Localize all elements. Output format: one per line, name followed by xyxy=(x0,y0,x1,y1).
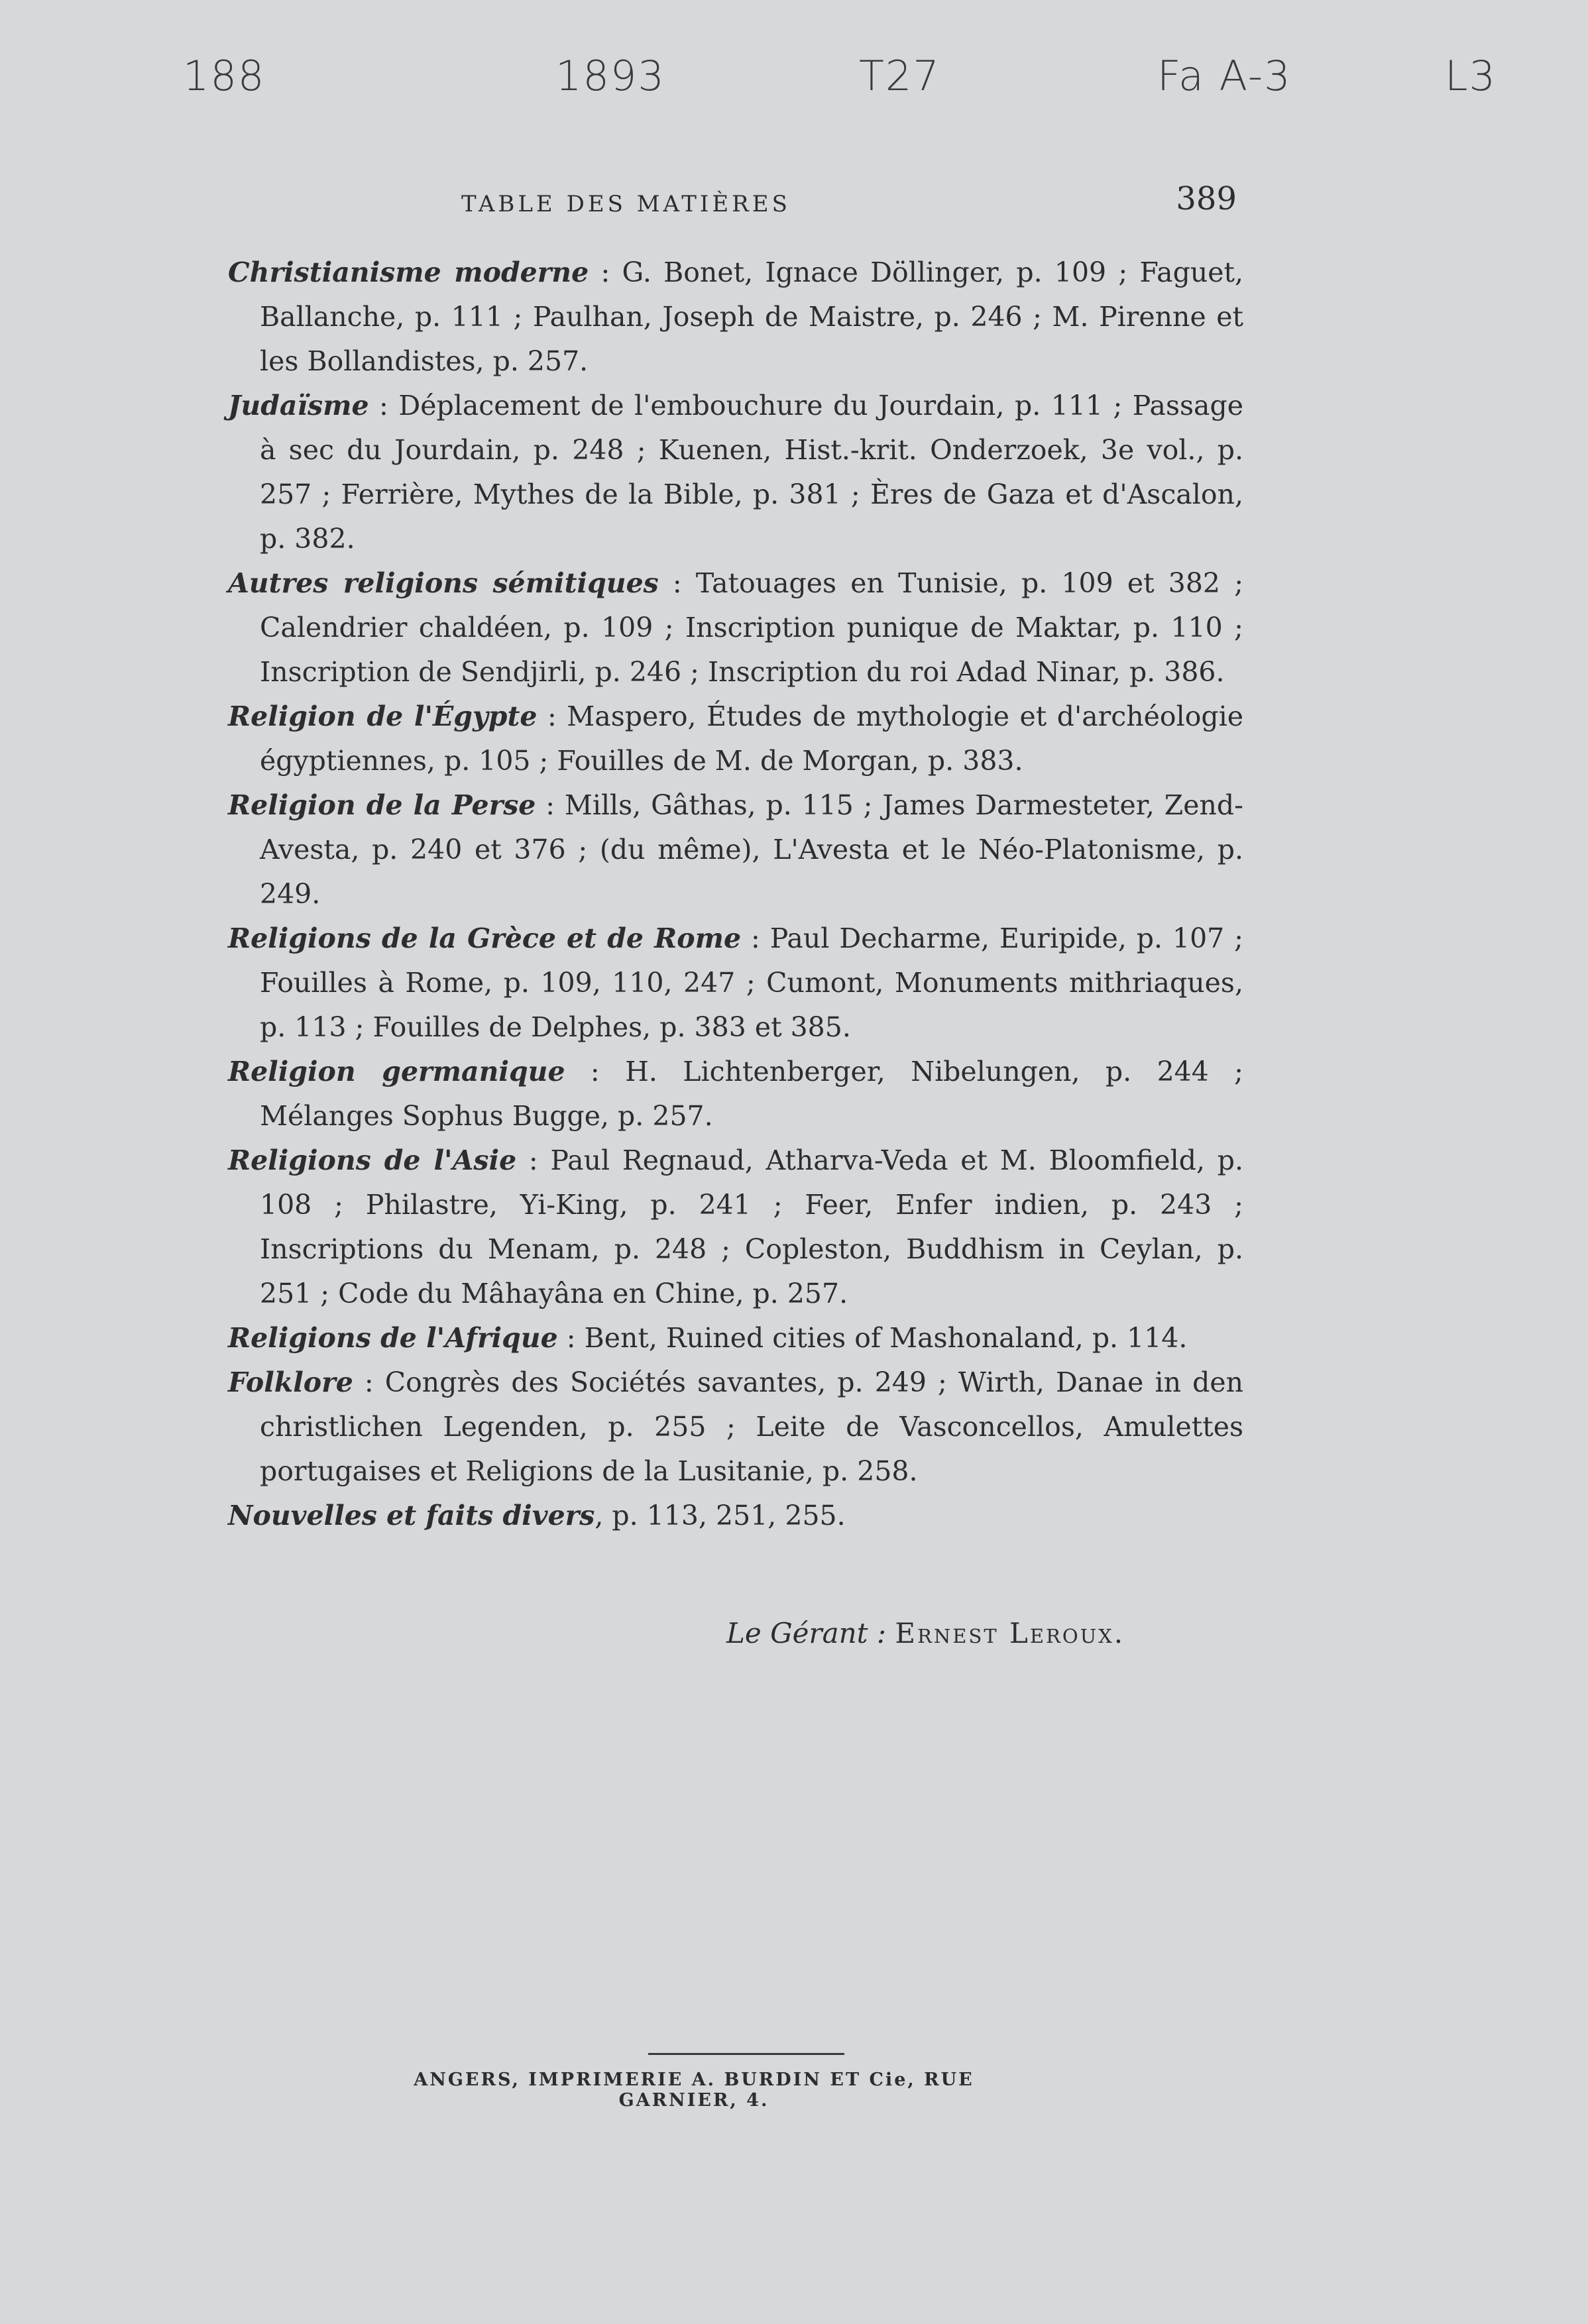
toc-category: Religions de la Grèce et de Rome xyxy=(228,922,742,954)
toc-entry xyxy=(228,250,1243,384)
page-number: 389 xyxy=(1176,180,1237,217)
toc-entry xyxy=(228,1316,1243,1360)
signature-label: Le Gérant : xyxy=(726,1617,887,1649)
page-header xyxy=(228,178,1237,231)
toc-text: : Paul Decharme, Euripide, p. 107 ; Fouilles à Rome, p. 109, 110, 247 ; Cumont, Monuments mithriaques, p. 113 ; Fouilles de Delphes, p. 383 et 385. xyxy=(260,922,1243,1043)
toc-entry xyxy=(228,1494,1243,1538)
toc-text: , p. 113, 251, 255. xyxy=(595,1500,846,1531)
toc-text: : Bent, Ruined cities of Mashonaland, p. 114. xyxy=(557,1322,1188,1354)
handwritten-mark-4: Fa A-3 xyxy=(1157,52,1292,100)
running-head: TABLE DES MATIÈRES xyxy=(461,191,791,217)
toc-category: Religion germanique xyxy=(228,1056,565,1087)
toc-text: : G. Bonet, Ignace Döllinger, p. 109 ; Faguet, Ballanche, p. 111 ; Paulhan, Joseph de Maistre, p. 246 ; M. Pirenne et les Bollandistes, p. 257. xyxy=(260,256,1243,377)
toc-text: : Paul Regnaud, Atharva-Veda et M. Bloomfield, p. 108 ; Philastre, Yi-King, p. 241 ; Feer, Enfer indien, p. 243 ; Inscriptions du Menam, p. 248 ; Copleston, Buddhism in Ceylan, p. 251 ; Code du Mâhayâna en Chine, p. 257. xyxy=(260,1144,1243,1309)
toc-category: Religion de l'Égypte xyxy=(228,700,538,732)
handwritten-mark-5: L3 xyxy=(1445,52,1497,100)
handwritten-mark-1: 188 xyxy=(183,52,266,100)
table-of-contents xyxy=(228,250,1243,1538)
toc-category: Religion de la Perse xyxy=(228,789,536,821)
toc-text: : H. Lichtenberger, Nibelungen, p. 244 ; Mélanges Sophus Bugge, p. 257. xyxy=(260,1056,1243,1132)
toc-entry xyxy=(228,783,1243,916)
toc-category: Nouvelles et faits divers xyxy=(228,1500,595,1531)
toc-category: Autres religions sémitiques xyxy=(228,567,659,599)
toc-entry xyxy=(228,1050,1243,1138)
toc-entry xyxy=(228,694,1243,783)
toc-category: Folklore xyxy=(228,1366,353,1398)
toc-text: : Mills, Gâthas, p. 115 ; James Darmesteter, Zend-Avesta, p. 240 et 376 ; (du même), L'Avesta et le Néo-Platonisme, p. 249. xyxy=(260,789,1243,910)
handwritten-mark-2: 1893 xyxy=(555,52,665,100)
toc-category: Religions de l'Afrique xyxy=(228,1322,558,1354)
toc-text: : Maspero, Études de mythologie et d'archéologie égyptiennes, p. 105 ; Fouilles de M. de Morgan, p. 383. xyxy=(260,700,1243,777)
printer-imprint: ANGERS, IMPRIMERIE A. BURDIN ET Cie, RUE GARNIER, 4. xyxy=(414,2070,974,2111)
toc-entry xyxy=(228,561,1243,694)
handwritten-mark-3: T27 xyxy=(859,52,940,100)
toc-entry xyxy=(228,916,1243,1050)
toc-entry xyxy=(228,1138,1243,1316)
toc-category: Christianisme moderne xyxy=(228,256,589,288)
toc-category: Judaïsme xyxy=(228,390,369,421)
toc-text: : Congrès des Sociétés savantes, p. 249 ; Wirth, Danae in den christlichen Legenden, p. 255 ; Leite de Vasconcellos, Amulettes portugaises et Religions de la Lusitanie, p. 258. xyxy=(260,1366,1243,1487)
toc-category: Religions de l'Asie xyxy=(228,1144,517,1176)
toc-text: : Tatouages en Tunisie, p. 109 et 382 ; Calendrier chaldéen, p. 109 ; Inscription punique de Maktar, p. 110 ; Inscription de Sendjirli, p. 246 ; Inscription du roi Adad Ninar, p. 386. xyxy=(260,567,1244,688)
toc-text: : Déplacement de l'embouchure du Jourdain, p. 111 ; Passage à sec du Jourdain, p. 248 ; Kuenen, Hist.-krit. Onderzoek, 3e vol., p. 257 ; Ferrière, Mythes de la Bible, p. 381 ; Ères de Gaza et d'Ascalon, p. 382. xyxy=(260,390,1243,555)
toc-entry xyxy=(228,384,1243,561)
signature-name: Ernest Leroux. xyxy=(895,1617,1125,1649)
footer-divider xyxy=(648,2053,844,2055)
publisher-signature xyxy=(726,1617,1125,1649)
toc-entry xyxy=(228,1360,1243,1494)
